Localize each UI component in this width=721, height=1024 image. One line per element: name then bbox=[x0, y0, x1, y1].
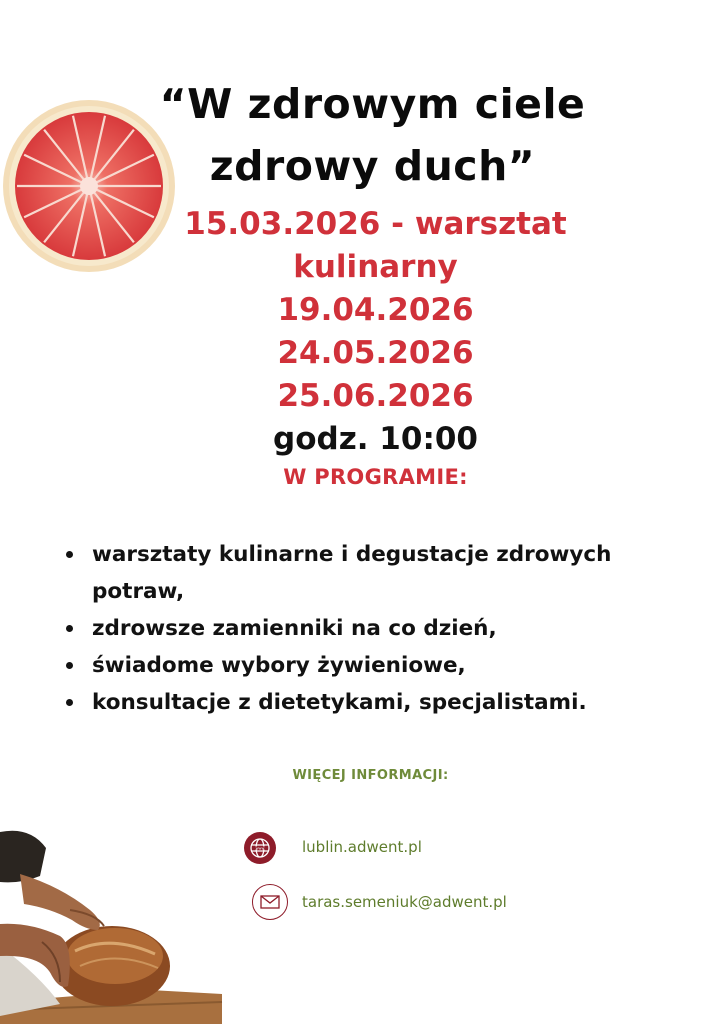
list-item: zdrowsze zamienniki na co dzień, bbox=[62, 610, 702, 647]
title-line-2: zdrowy duch” bbox=[209, 142, 536, 190]
more-info-heading: WIĘCEJ INFORMACJI: bbox=[292, 768, 449, 783]
globe-icon bbox=[244, 832, 276, 864]
bullet-icon bbox=[66, 625, 73, 632]
list-item-continuation: potraw, bbox=[92, 579, 185, 604]
program-heading: W PROGRAMIE: bbox=[283, 465, 468, 489]
first-date-workshop: 15.03.2026 - warsztat bbox=[184, 206, 567, 242]
list-item: konsultacje z dietetykami, specjalistami. bbox=[62, 684, 702, 721]
date-3: 24.05.2026 bbox=[277, 335, 474, 371]
envelope-icon bbox=[252, 884, 288, 920]
website-link[interactable]: lublin.adwent.pl bbox=[302, 838, 422, 856]
svg-text:www: www bbox=[255, 846, 265, 851]
list-item: świadome wybory żywieniowe, bbox=[62, 647, 702, 684]
first-date-workshop-cont: kulinarny bbox=[293, 249, 458, 285]
email-link[interactable]: taras.semeniuk@adwent.pl bbox=[302, 893, 507, 911]
bread-photo bbox=[0, 826, 225, 1024]
title-line-1: “W zdrowym ciele bbox=[159, 80, 586, 128]
list-item: warsztaty kulinarne i degustacje zdrowych bbox=[62, 536, 702, 573]
program-list bbox=[62, 536, 702, 721]
event-time: godz. 10:00 bbox=[273, 421, 478, 457]
bullet-icon bbox=[66, 699, 73, 706]
bullet-icon bbox=[66, 551, 73, 558]
date-4: 25.06.2026 bbox=[277, 378, 474, 414]
date-2: 19.04.2026 bbox=[277, 292, 474, 328]
bullet-icon bbox=[66, 662, 73, 669]
